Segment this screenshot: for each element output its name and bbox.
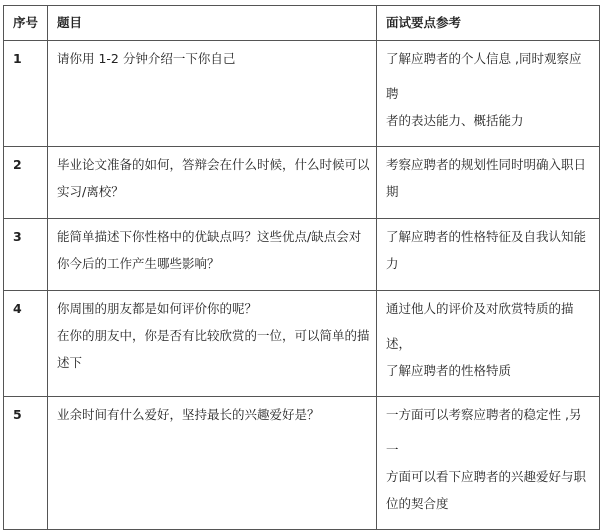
reference-line: 者的表达能力、概括能力 xyxy=(386,113,524,128)
row-number: 2 xyxy=(4,147,48,219)
table-row xyxy=(4,41,600,147)
header-question: 题目 xyxy=(48,6,377,41)
question-line: 请你用 1-2 分钟介绍一下你自己 xyxy=(57,51,236,66)
reference-line: 了解应聘者的性格特质 xyxy=(386,363,512,378)
table-header-row xyxy=(4,6,600,41)
row-number: 5 xyxy=(4,397,48,530)
row-number: 1 xyxy=(4,41,48,147)
reference-line: 考察应聘者的规划性同时明确入职日 xyxy=(386,157,587,172)
question-line: 你今后的工作产生哪些影响？ xyxy=(57,256,220,271)
interview-questions-table xyxy=(3,5,600,530)
question-cell xyxy=(48,41,377,147)
question-line: 毕业论文准备的如何，答辩会在什么时候，什么时候可以 xyxy=(57,157,370,172)
reference-line: 方面可以看下应聘者的兴趣爱好与职 xyxy=(386,469,587,484)
table-row xyxy=(4,147,600,219)
question-cell xyxy=(48,291,377,397)
question-cell xyxy=(48,397,377,530)
row-number: 3 xyxy=(4,219,48,291)
reference-line: 位的契合度 xyxy=(386,496,449,511)
table-row xyxy=(4,397,600,530)
reference-cell xyxy=(377,147,600,219)
header-num: 序号 xyxy=(4,6,48,41)
reference-line: 期 xyxy=(386,184,399,199)
header-reference: 面试要点参考 xyxy=(377,6,600,41)
question-line: 能简单描述下你性格中的优缺点吗？这些优点/缺点会对 xyxy=(57,229,362,244)
table-row xyxy=(4,219,600,291)
reference-line: 通过他人的评价及对欣赏特质的描述， xyxy=(386,301,574,351)
question-line: 你周围的朋友都是如何评价你的呢？ xyxy=(57,301,258,316)
reference-cell xyxy=(377,397,600,530)
reference-line: 了解应聘者的性格特征及自我认知能 xyxy=(386,229,587,244)
reference-line: 一方面可以考察应聘者的稳定性 ,另一 xyxy=(386,407,582,457)
reference-cell xyxy=(377,41,600,147)
question-line: 在你的朋友中，你是否有比较欣赏的一位，可以简单的描 xyxy=(57,328,370,343)
question-line: 业余时间有什么爱好，坚持最长的兴趣爱好是？ xyxy=(57,407,320,422)
question-cell xyxy=(48,219,377,291)
reference-line: 了解应聘者的个人信息 ,同时观察应聘 xyxy=(386,51,582,101)
table-row xyxy=(4,291,600,397)
question-line: 实习/离校？ xyxy=(57,184,124,199)
question-line: 述下 xyxy=(57,355,83,370)
reference-cell xyxy=(377,219,600,291)
reference-line: 力 xyxy=(386,256,399,271)
question-cell xyxy=(48,147,377,219)
row-number: 4 xyxy=(4,291,48,397)
reference-cell xyxy=(377,291,600,397)
